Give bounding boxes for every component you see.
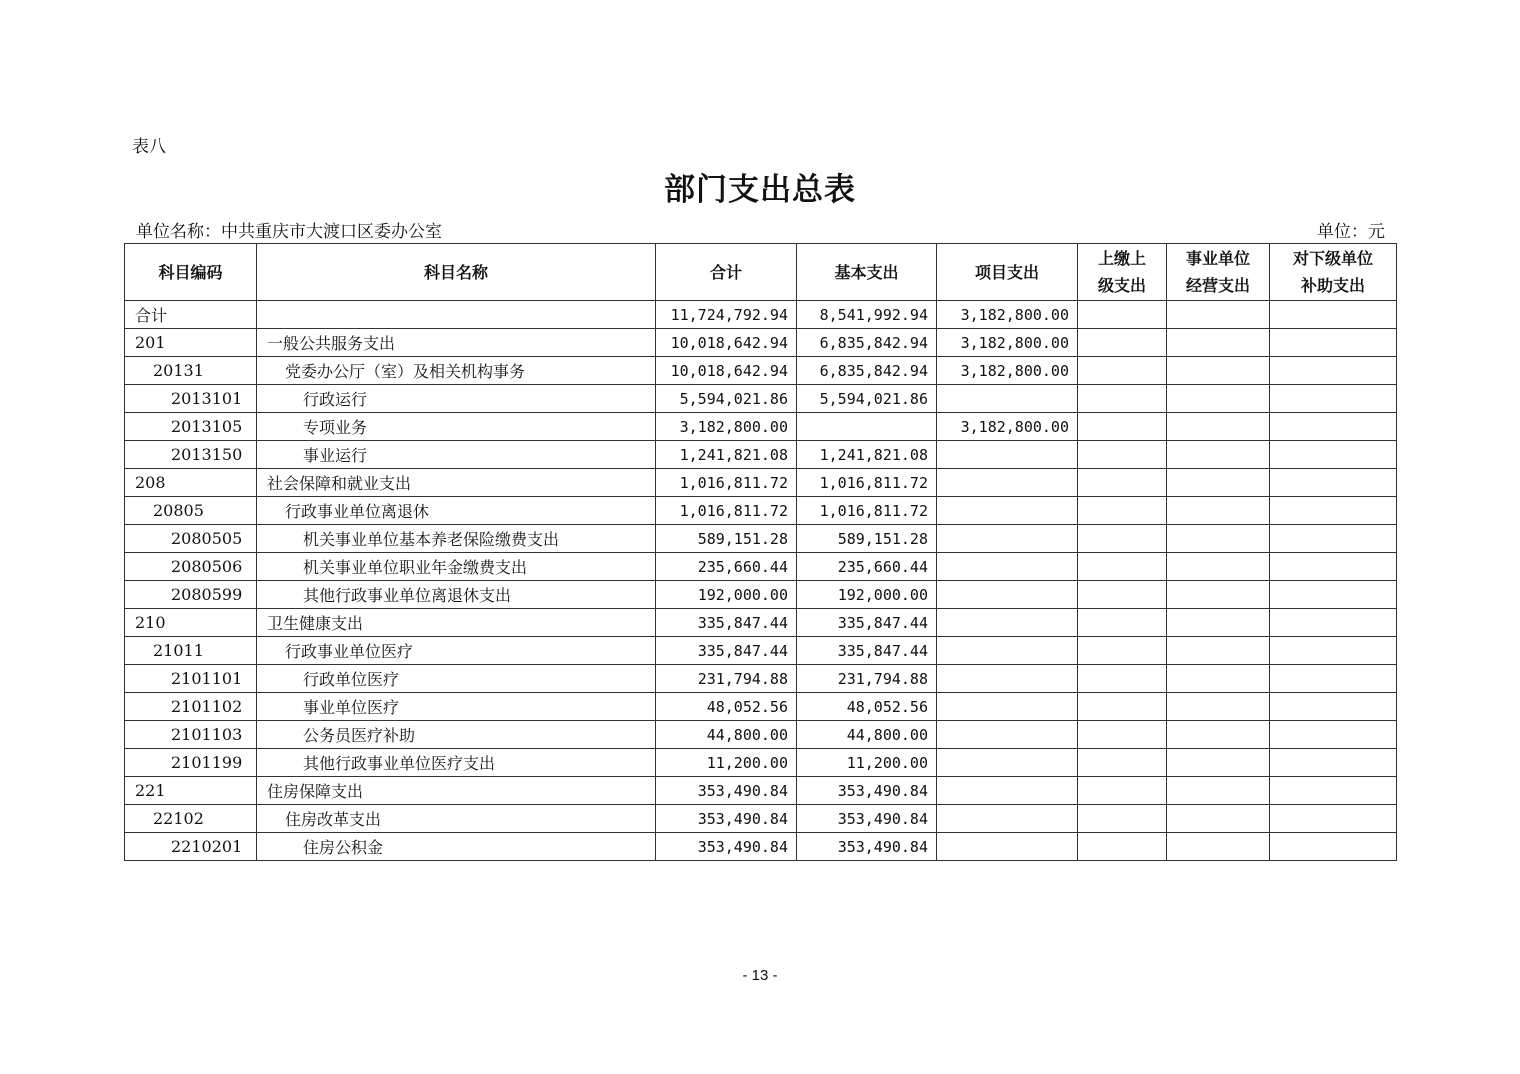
column-header-upper (1078, 244, 1167, 301)
business-cell (1167, 385, 1270, 413)
table-row (125, 833, 1397, 861)
code-cell: 210 (125, 609, 257, 637)
subsidy-cell (1270, 665, 1397, 693)
upper-cell (1078, 413, 1167, 441)
name-cell: 机关事业单位基本养老保险缴费支出 (257, 525, 656, 553)
business-cell (1167, 525, 1270, 553)
subsidy-cell (1270, 301, 1397, 329)
code-cell: 2080599 (125, 581, 257, 609)
project-cell (937, 665, 1078, 693)
upper-cell (1078, 609, 1167, 637)
subsidy-cell (1270, 385, 1397, 413)
total-cell: 48,052.56 (656, 693, 797, 721)
business-cell (1167, 833, 1270, 861)
column-header-subsidy-line2: 补助支出 (1300, 276, 1365, 295)
table-row (125, 805, 1397, 833)
business-cell (1167, 693, 1270, 721)
subsidy-cell (1270, 581, 1397, 609)
total-cell: 353,490.84 (656, 833, 797, 861)
business-cell (1167, 805, 1270, 833)
upper-cell (1078, 721, 1167, 749)
upper-cell (1078, 469, 1167, 497)
subsidy-cell (1270, 721, 1397, 749)
project-cell (937, 385, 1078, 413)
business-cell (1167, 497, 1270, 525)
basic-cell: 1,016,811.72 (797, 497, 937, 525)
total-cell: 1,241,821.08 (656, 441, 797, 469)
basic-cell: 353,490.84 (797, 833, 937, 861)
total-cell: 353,490.84 (656, 805, 797, 833)
table-row (125, 329, 1397, 357)
subsidy-cell (1270, 609, 1397, 637)
table-row (125, 721, 1397, 749)
column-header-name: 科目名称 (257, 244, 656, 301)
subsidy-cell (1270, 441, 1397, 469)
project-cell (937, 833, 1078, 861)
column-header-upper-line1: 上缴上 (1097, 249, 1146, 268)
business-cell (1167, 721, 1270, 749)
code-cell: 208 (125, 469, 257, 497)
code-cell: 2080505 (125, 525, 257, 553)
total-cell: 1,016,811.72 (656, 497, 797, 525)
column-header-business-line1: 事业单位 (1185, 249, 1250, 268)
business-cell (1167, 357, 1270, 385)
table-row (125, 637, 1397, 665)
page-title: 部门支出总表 (664, 172, 856, 208)
table-row (125, 693, 1397, 721)
basic-cell: 353,490.84 (797, 805, 937, 833)
table-row (125, 581, 1397, 609)
column-header-upper-line2: 级支出 (1097, 276, 1146, 295)
name-cell: 事业运行 (257, 441, 656, 469)
code-cell: 2013101 (125, 385, 257, 413)
code-cell: 20805 (125, 497, 257, 525)
project-cell (937, 553, 1078, 581)
subsidy-cell (1270, 805, 1397, 833)
basic-cell: 8,541,992.94 (797, 301, 937, 329)
column-header-subsidy (1270, 244, 1397, 301)
total-cell: 192,000.00 (656, 581, 797, 609)
name-cell: 公务员医疗补助 (257, 721, 656, 749)
table-row (125, 301, 1397, 329)
basic-cell: 1,241,821.08 (797, 441, 937, 469)
name-cell: 住房保障支出 (257, 777, 656, 805)
code-cell: 21011 (125, 637, 257, 665)
column-header-code: 科目编码 (125, 244, 257, 301)
name-cell: 专项业务 (257, 413, 656, 441)
name-cell: 行政单位医疗 (257, 665, 656, 693)
basic-cell: 192,000.00 (797, 581, 937, 609)
name-cell: 事业单位医疗 (257, 693, 656, 721)
upper-cell (1078, 833, 1167, 861)
project-cell (937, 777, 1078, 805)
basic-cell: 5,594,021.86 (797, 385, 937, 413)
project-cell (937, 721, 1078, 749)
business-cell (1167, 301, 1270, 329)
subsidy-cell (1270, 693, 1397, 721)
code-cell: 2101101 (125, 665, 257, 693)
code-cell: 221 (125, 777, 257, 805)
unit-name-label: 单位名称：中共重庆市大渡口区委办公室 (136, 222, 442, 242)
column-header-business-line2: 经营支出 (1185, 276, 1250, 295)
name-cell: 其他行政事业单位离退休支出 (257, 581, 656, 609)
code-cell: 合计 (125, 301, 257, 329)
project-cell (937, 693, 1078, 721)
total-cell: 3,182,800.00 (656, 413, 797, 441)
table-header-row (125, 244, 1397, 301)
name-cell: 住房公积金 (257, 833, 656, 861)
upper-cell (1078, 749, 1167, 777)
business-cell (1167, 581, 1270, 609)
name-cell (257, 301, 656, 329)
currency-unit-label: 单位：元 (1317, 222, 1385, 242)
table-row (125, 609, 1397, 637)
project-cell (937, 805, 1078, 833)
basic-cell: 6,835,842.94 (797, 329, 937, 357)
column-header-business (1167, 244, 1270, 301)
name-cell: 行政运行 (257, 385, 656, 413)
basic-cell: 11,200.00 (797, 749, 937, 777)
upper-cell (1078, 693, 1167, 721)
project-cell (937, 749, 1078, 777)
project-cell: 3,182,800.00 (937, 413, 1078, 441)
table-row (125, 385, 1397, 413)
project-cell (937, 637, 1078, 665)
table-row (125, 553, 1397, 581)
project-cell: 3,182,800.00 (937, 329, 1078, 357)
table-row (125, 469, 1397, 497)
project-cell: 3,182,800.00 (937, 357, 1078, 385)
business-cell (1167, 637, 1270, 665)
business-cell (1167, 749, 1270, 777)
subsidy-cell (1270, 413, 1397, 441)
code-cell: 2210201 (125, 833, 257, 861)
basic-cell: 44,800.00 (797, 721, 937, 749)
name-cell: 一般公共服务支出 (257, 329, 656, 357)
basic-cell: 48,052.56 (797, 693, 937, 721)
business-cell (1167, 329, 1270, 357)
table-row (125, 497, 1397, 525)
subsidy-cell (1270, 749, 1397, 777)
table-row (125, 665, 1397, 693)
subsidy-cell (1270, 833, 1397, 861)
code-cell: 2101102 (125, 693, 257, 721)
upper-cell (1078, 805, 1167, 833)
project-cell (937, 469, 1078, 497)
upper-cell (1078, 553, 1167, 581)
total-cell: 11,724,792.94 (656, 301, 797, 329)
code-cell: 2013105 (125, 413, 257, 441)
name-cell: 住房改革支出 (257, 805, 656, 833)
table-row (125, 525, 1397, 553)
project-cell (937, 497, 1078, 525)
basic-cell: 589,151.28 (797, 525, 937, 553)
table-row (125, 777, 1397, 805)
table-row (125, 441, 1397, 469)
total-cell: 10,018,642.94 (656, 329, 797, 357)
project-cell (937, 441, 1078, 469)
project-cell: 3,182,800.00 (937, 301, 1078, 329)
name-cell: 机关事业单位职业年金缴费支出 (257, 553, 656, 581)
business-cell (1167, 553, 1270, 581)
upper-cell (1078, 777, 1167, 805)
total-cell: 589,151.28 (656, 525, 797, 553)
subsidy-cell (1270, 329, 1397, 357)
name-cell: 党委办公厅（室）及相关机构事务 (257, 357, 656, 385)
name-cell: 卫生健康支出 (257, 609, 656, 637)
subsidy-cell (1270, 777, 1397, 805)
table-number-label: 表八 (132, 137, 166, 157)
name-cell: 行政事业单位离退休 (257, 497, 656, 525)
code-cell: 2080506 (125, 553, 257, 581)
column-header-project: 项目支出 (937, 244, 1078, 301)
subsidy-cell (1270, 553, 1397, 581)
basic-cell: 6,835,842.94 (797, 357, 937, 385)
name-cell: 行政事业单位医疗 (257, 637, 656, 665)
upper-cell (1078, 357, 1167, 385)
total-cell: 10,018,642.94 (656, 357, 797, 385)
business-cell (1167, 441, 1270, 469)
table-row (125, 357, 1397, 385)
total-cell: 235,660.44 (656, 553, 797, 581)
column-header-total: 合计 (656, 244, 797, 301)
upper-cell (1078, 525, 1167, 553)
code-cell: 2101199 (125, 749, 257, 777)
total-cell: 5,594,021.86 (656, 385, 797, 413)
basic-cell (797, 413, 937, 441)
upper-cell (1078, 665, 1167, 693)
subsidy-cell (1270, 497, 1397, 525)
business-cell (1167, 665, 1270, 693)
upper-cell (1078, 301, 1167, 329)
page-number: - 13 - (742, 967, 778, 984)
name-cell: 社会保障和就业支出 (257, 469, 656, 497)
project-cell (937, 581, 1078, 609)
subsidy-cell (1270, 637, 1397, 665)
table-row (125, 749, 1397, 777)
expense-summary-table (124, 243, 1397, 861)
business-cell (1167, 777, 1270, 805)
name-cell: 其他行政事业单位医疗支出 (257, 749, 656, 777)
basic-cell: 335,847.44 (797, 637, 937, 665)
subsidy-cell (1270, 469, 1397, 497)
upper-cell (1078, 329, 1167, 357)
total-cell: 231,794.88 (656, 665, 797, 693)
subsidy-cell (1270, 357, 1397, 385)
column-header-subsidy-line1: 对下级单位 (1292, 249, 1373, 268)
project-cell (937, 609, 1078, 637)
code-cell: 22102 (125, 805, 257, 833)
total-cell: 335,847.44 (656, 637, 797, 665)
total-cell: 44,800.00 (656, 721, 797, 749)
business-cell (1167, 609, 1270, 637)
business-cell (1167, 413, 1270, 441)
basic-cell: 231,794.88 (797, 665, 937, 693)
total-cell: 335,847.44 (656, 609, 797, 637)
upper-cell (1078, 581, 1167, 609)
basic-cell: 335,847.44 (797, 609, 937, 637)
basic-cell: 235,660.44 (797, 553, 937, 581)
upper-cell (1078, 441, 1167, 469)
column-header-basic: 基本支出 (797, 244, 937, 301)
total-cell: 1,016,811.72 (656, 469, 797, 497)
total-cell: 11,200.00 (656, 749, 797, 777)
code-cell: 2013150 (125, 441, 257, 469)
code-cell: 20131 (125, 357, 257, 385)
basic-cell: 353,490.84 (797, 777, 937, 805)
total-cell: 353,490.84 (656, 777, 797, 805)
upper-cell (1078, 497, 1167, 525)
upper-cell (1078, 637, 1167, 665)
basic-cell: 1,016,811.72 (797, 469, 937, 497)
project-cell (937, 525, 1078, 553)
business-cell (1167, 469, 1270, 497)
upper-cell (1078, 385, 1167, 413)
code-cell: 2101103 (125, 721, 257, 749)
code-cell: 201 (125, 329, 257, 357)
table-row (125, 413, 1397, 441)
subsidy-cell (1270, 525, 1397, 553)
